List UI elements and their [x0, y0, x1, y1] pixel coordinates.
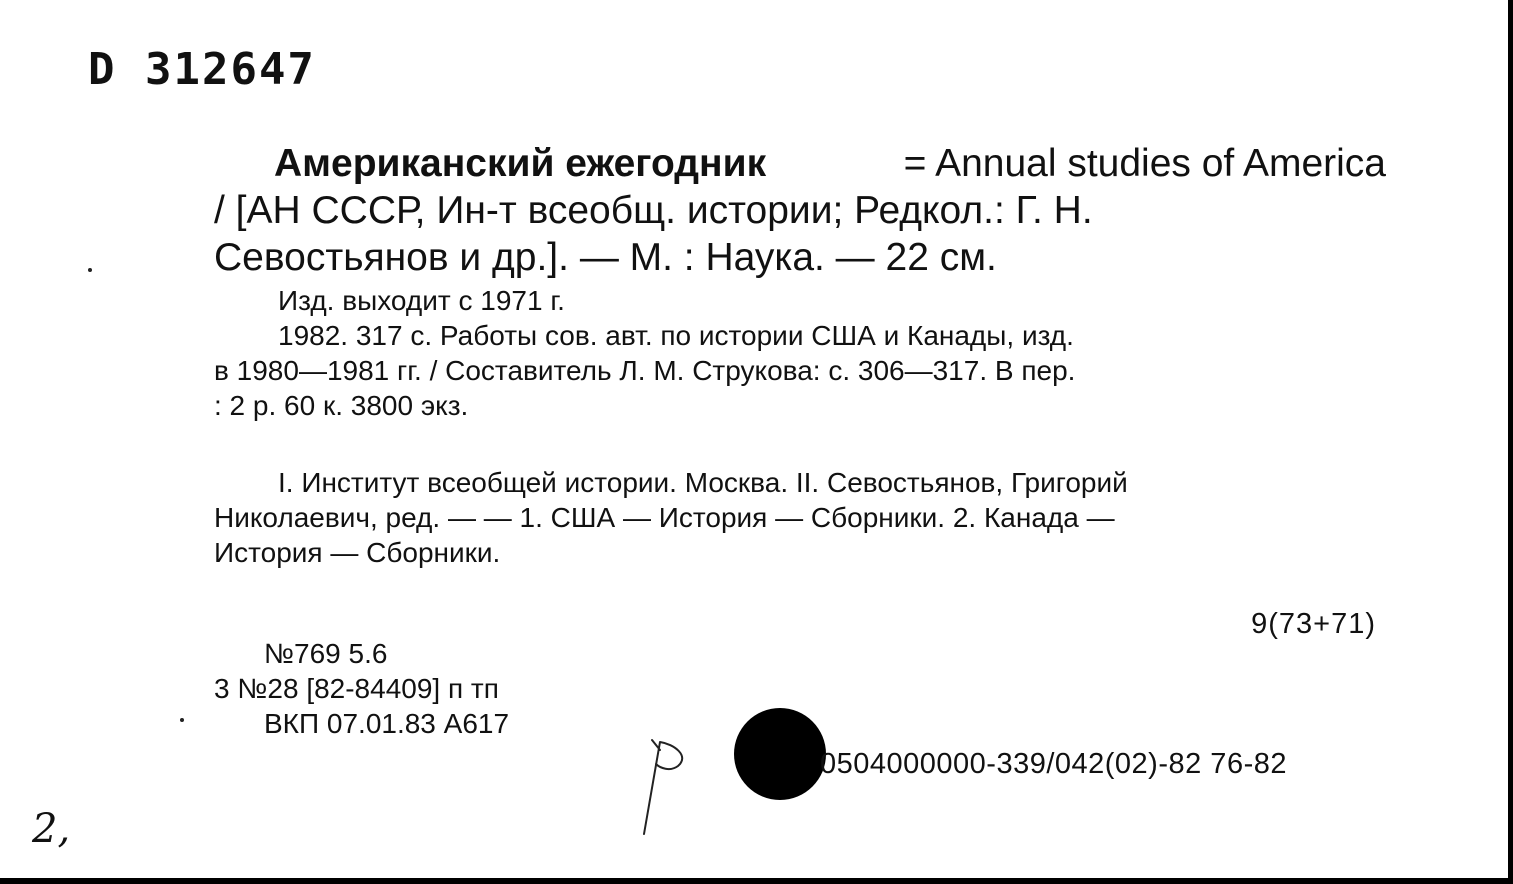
responsibility-text: / [АН СССР, Ин-т всеобщ. истории; Редкол.: Г. Н.: [214, 189, 1093, 232]
speck-mark: [88, 268, 92, 272]
responsibility-line: [214, 187, 1386, 234]
handwritten-mark: 2,: [32, 806, 71, 852]
speck-mark: [180, 718, 184, 722]
print-line: 3 №28 [82-84409] п тп: [214, 673, 499, 704]
print-line: ВКП 07.01.83 А617: [264, 708, 510, 739]
card-number: D 312647: [88, 44, 316, 95]
note-line: в 1980—1981 гг. / Составитель Л. М. Струкова: с. 306—317. В пер.: [214, 355, 1076, 386]
subject-line: I. Институт всеобщей истории. Москва. II. Севостьянов, Григорий: [278, 467, 1128, 498]
subjects-block: [214, 465, 1382, 570]
bibliographic-title-block: [214, 140, 1386, 281]
hole-punch: [734, 708, 826, 800]
title-english: = Annual studies of America: [903, 142, 1386, 185]
classification-number: 9(73+71): [1251, 608, 1376, 640]
handwritten-scribble: [630, 730, 700, 840]
note-line: Изд. выходит с 1971 г.: [278, 285, 565, 316]
publication-line: Севостьянов и др.]. — М. : Наука. — 22 см.: [214, 236, 997, 279]
note-line: 1982. 317 с. Работы сов. авт. по истории США и Канады, изд.: [278, 320, 1074, 351]
notes-block: [214, 283, 1382, 423]
isbn-code: 0504000000-339/042(02)-82 76-82: [820, 748, 1287, 780]
subject-line: Николаевич, ред. — — 1. США — История — Сборники. 2. Канада —: [214, 502, 1115, 533]
print-line: №769 5.6: [264, 638, 388, 669]
note-line: : 2 р. 60 к. 3800 экз.: [214, 390, 469, 421]
subject-line: История — Сборники.: [214, 537, 501, 568]
title-russian: Американский ежегодник: [274, 142, 767, 185]
print-info-block: [214, 636, 509, 741]
title-line: [214, 140, 1386, 187]
